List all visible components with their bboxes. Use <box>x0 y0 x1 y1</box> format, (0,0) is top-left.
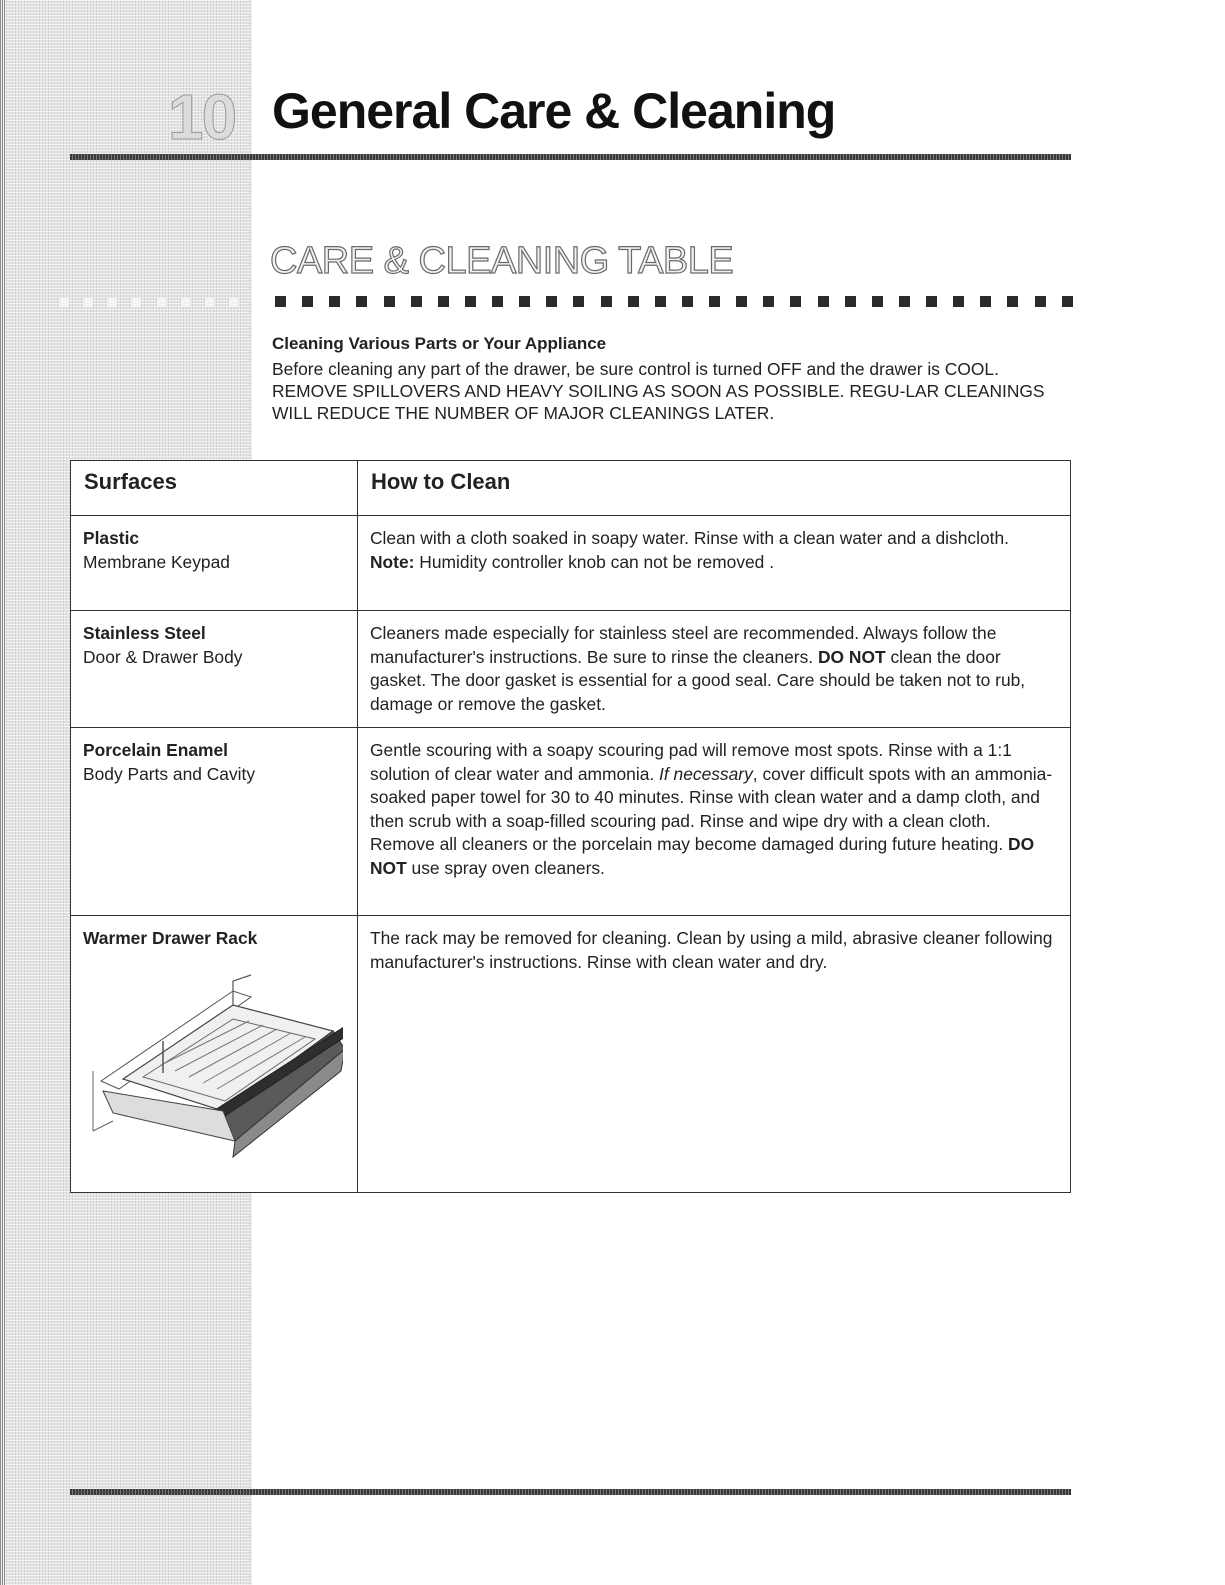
table-row <box>71 611 1071 728</box>
chapter-number: 10 <box>168 81 236 153</box>
how-cell <box>358 611 1071 728</box>
surface-cell <box>71 728 358 916</box>
section-dots <box>275 296 1073 310</box>
surface-cell <box>71 916 358 1193</box>
how-text: The rack may be removed for cleaning. Clean by using a mild, abrasive cleaner following manufacturer's instructions. Rinse with clean water and dry. <box>370 928 1053 972</box>
how-cell <box>358 728 1071 916</box>
intro-heading: Cleaning Various Parts or Your Appliance <box>272 334 607 353</box>
how-text: , cover difficult spots with an ammonia-soaked paper towel for 30 to 40 minutes. Rinse with clean water and a damp cloth, and then scrub with a soap-filled scouring pad. Rinse and wipe dry with a clean cloth. Remove all cleaners or the porcelain may become damaged during future heating. <box>370 763 1053 854</box>
how-text: use spray oven cleaners. <box>406 857 605 878</box>
table-row <box>71 516 1071 611</box>
care-cleaning-table <box>70 460 1071 1193</box>
how-cell <box>358 916 1071 1193</box>
header-rule <box>70 154 1071 160</box>
surface-name: Porcelain Enamel <box>83 740 228 760</box>
surface-cell <box>71 611 358 728</box>
section-title: CARE & CLEANING TABLE <box>270 240 734 282</box>
surface-name: Stainless Steel <box>83 623 206 643</box>
how-text: Gentle scouring with a soapy scouring pad will remove most spots. Rinse with a 1:1 solution of clear water and ammonia. <box>370 740 1012 784</box>
how-text: clean the door gasket. The door gasket is essential for a good seal. Care should be taken not to rub, damage or remove the gasket. <box>370 646 1026 714</box>
header-how-to-clean: How to Clean <box>358 461 1071 516</box>
note-text: Humidity controller knob can not be removed . <box>414 551 775 572</box>
surface-name: Plastic <box>83 528 140 548</box>
intro <box>272 334 1062 424</box>
intro-text: Before cleaning any part of the drawer, be sure control is turned OFF and the drawer is COOL. REMOVE SPILLOVERS AND HEAVY SOILING AS SOON AS POSSIBLE. REGU-LAR CLEANINGS WILL REDUCE THE NUMBER OF MAJOR CLEANINGS LATER. <box>272 359 1045 423</box>
table-header-row <box>71 461 1071 516</box>
chapter-title: General Care & Cleaning <box>272 83 836 139</box>
surface-name: Warmer Drawer Rack <box>83 928 258 948</box>
how-bold: DO NOT <box>817 646 886 667</box>
section-dots-light <box>60 298 238 308</box>
how-bold: DO NOT <box>370 834 1035 878</box>
note-label: Note: <box>370 551 415 572</box>
surface-sub: Door & Drawer Body <box>83 646 243 667</box>
header-surfaces: Surfaces <box>71 461 358 516</box>
how-text: Clean with a cloth soaked in soapy water. Rinse with a clean water and a dishcloth. <box>370 528 1009 548</box>
how-cell <box>358 516 1071 611</box>
surface-cell <box>71 516 358 611</box>
warmer-drawer-rack-illustration <box>83 961 343 1181</box>
how-text: Cleaners made especially for stainless steel are recommended. Always follow the manufacturer's instructions. Be sure to rinse the cleaners. <box>370 623 997 667</box>
table-row <box>71 916 1071 1193</box>
table-row <box>71 728 1071 916</box>
footer-rule <box>70 1489 1071 1495</box>
surface-sub: Body Parts and Cavity <box>83 763 256 784</box>
surface-sub: Membrane Keypad <box>83 551 230 572</box>
how-italic: If necessary <box>659 763 753 784</box>
